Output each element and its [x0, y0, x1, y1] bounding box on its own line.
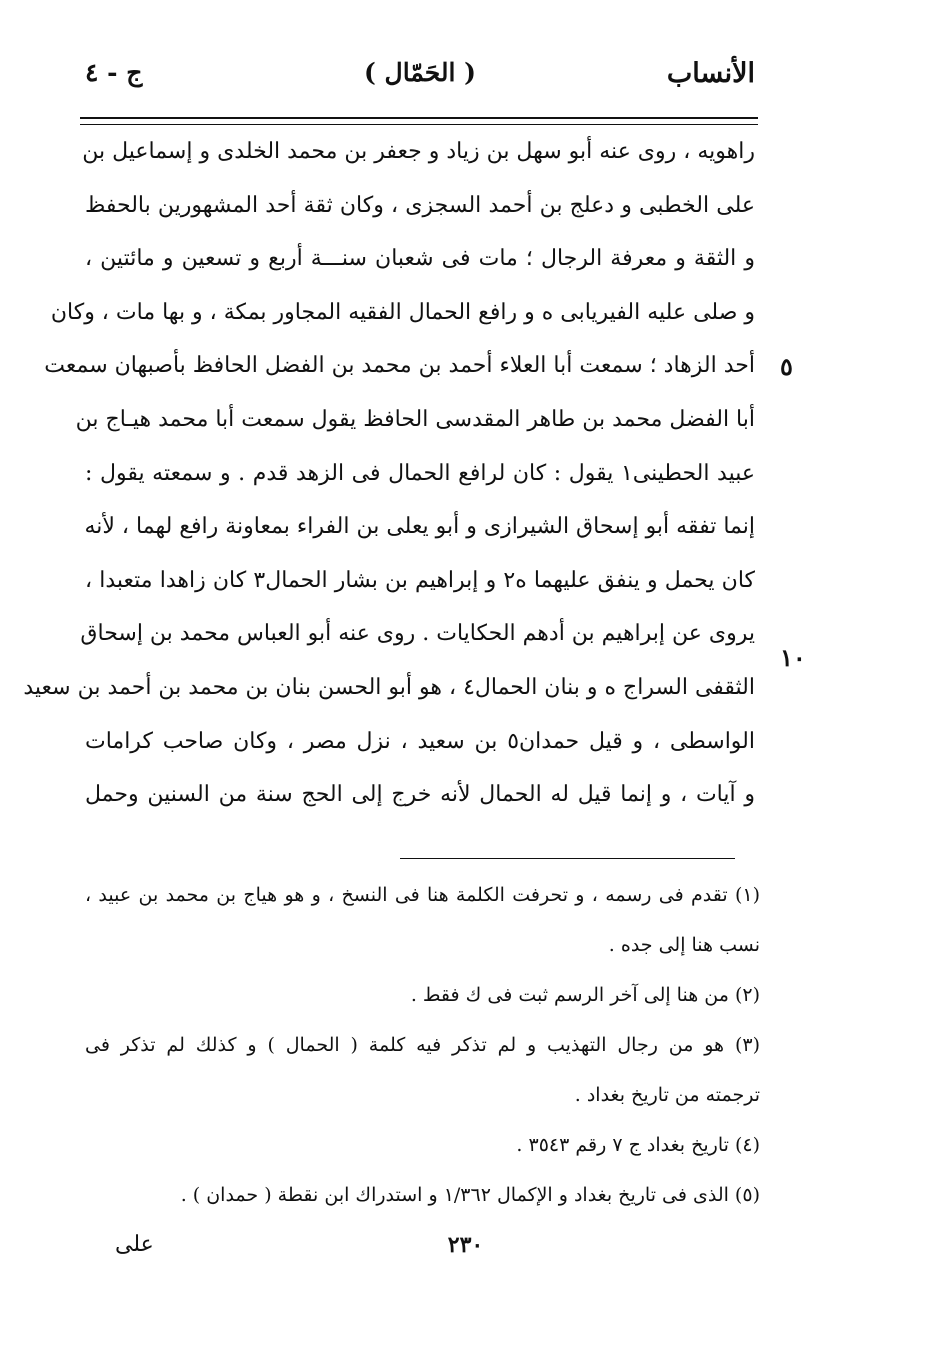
footnote-line: نسب هنا إلى جده .: [608, 934, 760, 956]
text-line: أحد الزهاد ؛ سمعت أبا العلاء أحمد بن محمد بن الفضل الحافظ بأصبهان سمعت: [44, 353, 755, 379]
text-line: و آيات ، و إنما قيل له الحمال لأنه خرج إلى الحج سنة من السنين وحمل: [85, 782, 755, 808]
volume-number: ج - ٤: [85, 58, 143, 87]
text-line: عبيد الحطينى١ يقول : كان لرافع الحمال فى الزهد قدم . و سمعته يقول :: [85, 460, 755, 486]
text-line: و الثقة و معرفة الرجال ؛ مات فى شعبان سنـــة أربع و تسعين و مائتين ،: [85, 246, 755, 272]
footnotes: [85, 870, 760, 1220]
footnote-line: ترجمته من تاريخ بغداد .: [574, 1084, 760, 1106]
text-line: إنما تفقه أبو إسحاق الشيرازى و أبو يعلى بن الفراء بمعاونة رافع لهما ، لأنه: [84, 514, 755, 540]
footnote-line: (١) تقدم فى رسمه ، و تحرفت الكلمة هنا فى النسخ ، و هو هياج بن محمد بن عبيد ،: [85, 884, 760, 906]
footnote-line: (٣) هو من رجال التهذيب و لم تذكر فيه كلمة ( الحمال ) و كذلك لم تذكر فى: [85, 1034, 760, 1056]
text-line: و صلى عليه الفيريابى ه و رافع الحمال الفقيه المجاور بمكة ، و بها مات ، وكان: [50, 299, 755, 325]
text-line: راهويه ، روى عنه أبو سهل بن زياد و جعفر بن محمد الخلدى و إسماعيل بن: [82, 139, 755, 164]
page-number: ٢٣٠: [447, 1232, 484, 1258]
line-number-5: ٥: [780, 352, 793, 381]
text-line: الواسطى ، و قيل حمدان٥ بن سعيد ، نزل مصر ، وكان صاحب كرامات: [85, 728, 755, 754]
header-double-rule: [80, 117, 758, 125]
text-line: على الخطبى و دعلج بن أحمد السجزى ، وكان ثقة أحد المشهورين بالحفظ: [85, 192, 755, 218]
running-header: [85, 58, 755, 98]
entry-title: ( الحَمّال ): [364, 58, 476, 87]
footnote-line: (٤) تاريخ بغداد ج ٧ رقم ٣٥٤٣ .: [516, 1134, 760, 1156]
catchword: على: [115, 1232, 154, 1257]
book-title: الأنساب: [666, 58, 755, 89]
text-line: يروى عن إبراهيم بن أدهم الحكايات . روى عنه أبو العباس محمد بن إسحاق: [80, 621, 755, 647]
text-line: الثقفى السراج ه و بنان الحمال٤ ، هو أبو الحسن بنان بن محمد بن أحمد بن سعيد: [23, 674, 755, 700]
footnote-separator: [400, 858, 735, 859]
footnote-line: (٥) الذى فى تاريخ بغداد و الإكمال ١/٣٦٢ و استدراك ابن نقطة ( حمدان ) .: [180, 1184, 760, 1206]
footnote-line: (٢) من هنا إلى آخر الرسم ثبت فى ك فقط .: [410, 984, 760, 1006]
main-text: [23, 125, 755, 822]
text-line: أبا الفضل محمد بن طاهر المقدسى الحافظ يقول سمعت أبا محمد هيـاج بن: [75, 406, 755, 432]
line-number-10: ١٠: [780, 643, 806, 672]
text-line: كان يحمل و ينفق عليهما ه٢ و إبراهيم بن بشار الحمال٣ كان زاهدا متعبدا ،: [85, 567, 755, 593]
